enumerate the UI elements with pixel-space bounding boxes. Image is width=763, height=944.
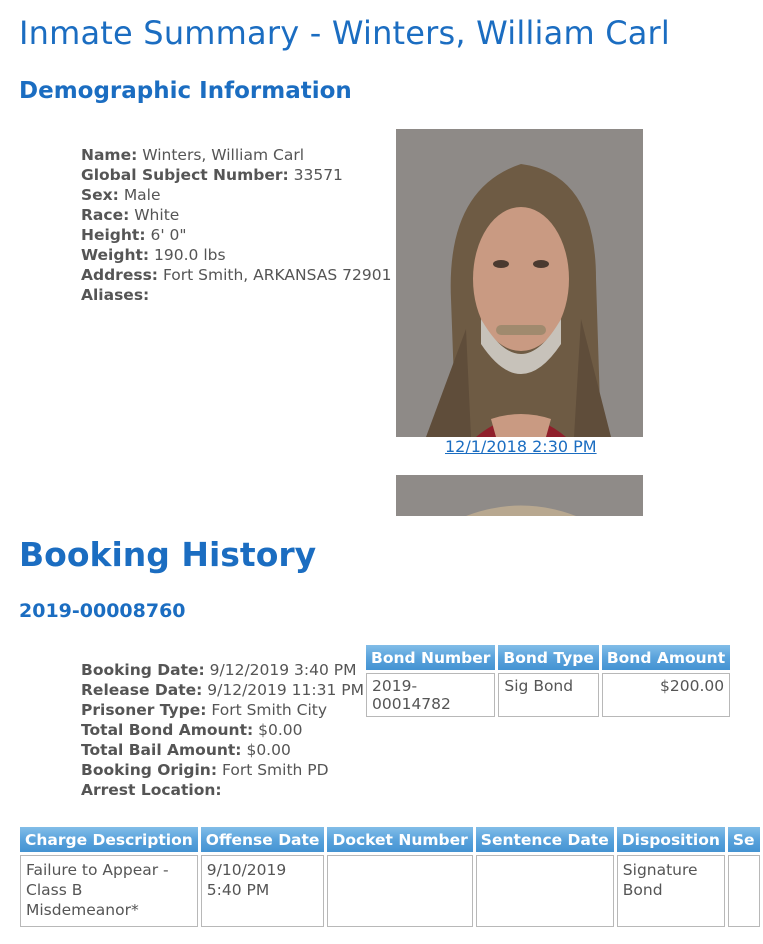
cell-bond-number: 2019-00014782 <box>366 673 495 717</box>
field-booking-origin: Booking Origin: Fort Smith PD <box>81 761 329 779</box>
booking-info <box>81 660 364 800</box>
col-sentence-date[interactable]: Sentence Date <box>476 827 614 852</box>
charges-table <box>17 824 763 930</box>
cell-docket-number <box>327 855 472 927</box>
field-weight: Weight: 190.0 lbs <box>81 246 226 264</box>
photo-date-link[interactable]: 12/1/2018 2:30 PM <box>445 437 597 456</box>
bond-table-header <box>366 645 730 670</box>
cell-disposition: Signature Bond <box>617 855 725 927</box>
cell-offense-date: 9/10/2019 5:40 PM <box>201 855 325 927</box>
cell-bond-amount: $200.00 <box>602 673 730 717</box>
page-title: Inmate Summary - Winters, William Carl <box>19 14 671 52</box>
col-sentence-truncated[interactable]: Se <box>728 827 760 852</box>
mugshot-image-2 <box>396 475 643 516</box>
cell-sentence-date <box>476 855 614 927</box>
col-disposition[interactable]: Disposition <box>617 827 725 852</box>
mugshot-photo[interactable] <box>396 129 643 437</box>
col-bond-type[interactable]: Bond Type <box>498 645 598 670</box>
field-race: Race: White <box>81 206 180 224</box>
booking-history-heading: Booking History <box>19 535 317 574</box>
table-row <box>20 855 760 927</box>
cell-sentence-truncated <box>728 855 760 927</box>
demographics-heading: Demographic Information <box>19 78 352 104</box>
cell-charge-description: Failure to Appear - Class B Misdemeanor* <box>20 855 198 927</box>
field-booking-date: Booking Date: 9/12/2019 3:40 PM <box>81 661 357 679</box>
col-docket-number[interactable]: Docket Number <box>327 827 472 852</box>
col-bond-number[interactable]: Bond Number <box>366 645 495 670</box>
field-release-date: Release Date: 9/12/2019 11:31 PM <box>81 681 364 699</box>
demographics-info <box>81 145 391 305</box>
field-aliases: Aliases: <box>81 286 150 304</box>
field-address: Address: Fort Smith, ARKANSAS 72901 <box>81 266 392 284</box>
booking-number: 2019-00008760 <box>19 600 186 622</box>
table-row <box>366 673 730 717</box>
col-charge-description[interactable]: Charge Description <box>20 827 198 852</box>
field-prisoner-type: Prisoner Type: Fort Smith City <box>81 701 328 719</box>
field-total-bond-amount: Total Bond Amount: $0.00 <box>81 721 303 739</box>
col-bond-amount[interactable]: Bond Amount <box>602 645 730 670</box>
field-arrest-location: Arrest Location: <box>81 781 222 799</box>
field-sex: Sex: Male <box>81 186 161 204</box>
charges-table-header <box>20 827 760 852</box>
field-total-bail-amount: Total Bail Amount: $0.00 <box>81 741 291 759</box>
field-name: Name: Winters, William Carl <box>81 146 305 164</box>
mugshot-image <box>396 129 643 437</box>
field-height: Height: 6' 0" <box>81 226 187 244</box>
bond-table <box>363 642 733 720</box>
cell-bond-type: Sig Bond <box>498 673 598 717</box>
mugshot-photo-2[interactable] <box>396 475 643 516</box>
field-global-subject-number: Global Subject Number: 33571 <box>81 166 343 184</box>
col-offense-date[interactable]: Offense Date <box>201 827 325 852</box>
